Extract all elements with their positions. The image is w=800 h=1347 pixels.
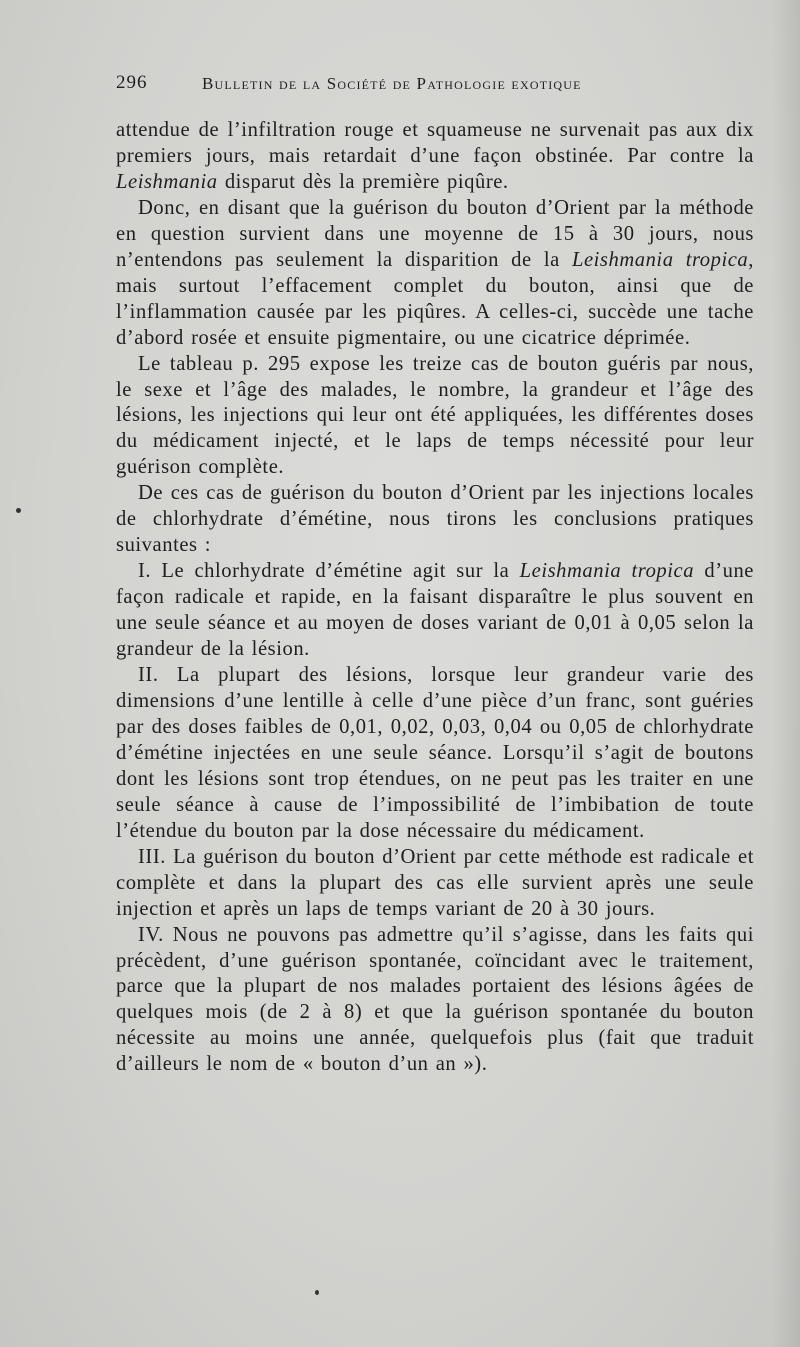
text-run: III. La guérison du bouton d’Orient par cette méthode est radicale et complète et dans la plupart des cas elle survient après une seule injection et après un laps de temps variant de 20 à 30 jours.: [116, 845, 754, 920]
text-run: Le tableau p. 295 expose les treize cas de bouton guéris par nous, le sexe et l’âge des malades, le nombre, la grandeur et l’âge des lésions, les injections qui leur ont été appliquées, les différentes doses du médicament injecté, et le laps de temps nécessité pour leur guérison complète.: [116, 352, 754, 479]
paragraph: [116, 923, 754, 1079]
running-title: Bulletin de la Société de Pathologie exotique: [202, 74, 582, 93]
text-run: I. Le chlorhydrate d’émétine agit sur la: [138, 560, 520, 583]
italic-text-run: Leishmania tropica: [519, 560, 695, 583]
text-run: II. La plupart des lésions, lorsque leur grandeur varie des dimensions d’une lentille à celle d’une pièce d’un franc, sont guéries par des doses faibles de 0,01, 0,02, 0,03, 0,04 ou 0,05 de chlorhydrate d’émétine injectées en une seule séance. Lorsqu’il s’agit de boutons dont les lésions sont trop étendues, on ne peut pas les traiter en une seule séance à cause de l’impossibilité de l’imbibation de toute l’étendue du bouton par la dose nécessaire du médicament.: [116, 664, 754, 842]
text-run: Donc, en disant que la guérison du bouton d’Orient par la méthode en question survient dans une moyenne de 15 à 30 jours, nous n’entendons pas seulement la disparition de la: [116, 196, 754, 271]
text-run: attendue de l’infiltration rouge et squameuse ne survenait pas aux dix premiers jours, mais retardait d’une façon obstinée. Par contre la: [116, 119, 754, 167]
paragraph: [116, 559, 754, 663]
italic-text-run: Leishmania: [116, 170, 218, 193]
page-header: [116, 72, 686, 102]
paragraph: [116, 352, 754, 482]
italic-text-run: Leishmania tropica: [571, 248, 749, 271]
paragraph: [116, 118, 754, 196]
paragraph: [116, 663, 754, 845]
footer-dot-mark: [315, 1290, 319, 1295]
text-run: De ces cas de guérison du bouton d’Orient par les injections locales de chlorhydrate d’émétine, nous tirons les conclusions pratiques suivantes :: [116, 482, 754, 557]
article-body: [116, 118, 754, 1078]
text-run: IV. Nous ne pouvons pas admettre qu’il s’agisse, dans les faits qui précèdent, d’une guérison spontanée, coïncidant avec le traitement, parce que la plupart de nos malades portaient des lésions âgées de quelques mois (de 2 à 8) et que la guérison spontanée du bouton nécessite au moins une année, quelquefois plus (fait que traduit d’ailleurs le nom de « bouton d’un an »).: [116, 923, 754, 1076]
margin-dot-mark: [16, 508, 21, 513]
paragraph: [116, 845, 754, 923]
text-run: , mais surtout l’effacement complet du bouton, ainsi que de l’inflammation causée par les piqûres. A celles-ci, succède une tache d’abord rosée et ensuite pigmentaire, ou une cicatrice déprimée.: [116, 248, 754, 349]
paragraph: [116, 196, 754, 352]
text-run: d’une façon radicale et rapide, en la faisant disparaître le plus souvent en une seule séance et au moyen de doses variant de 0,01 à 0,05 selon la grandeur de la lésion.: [116, 560, 754, 661]
paragraph: [116, 481, 754, 559]
text-run: disparut dès la première piqûre.: [217, 170, 509, 193]
page-number: 296: [116, 72, 148, 93]
